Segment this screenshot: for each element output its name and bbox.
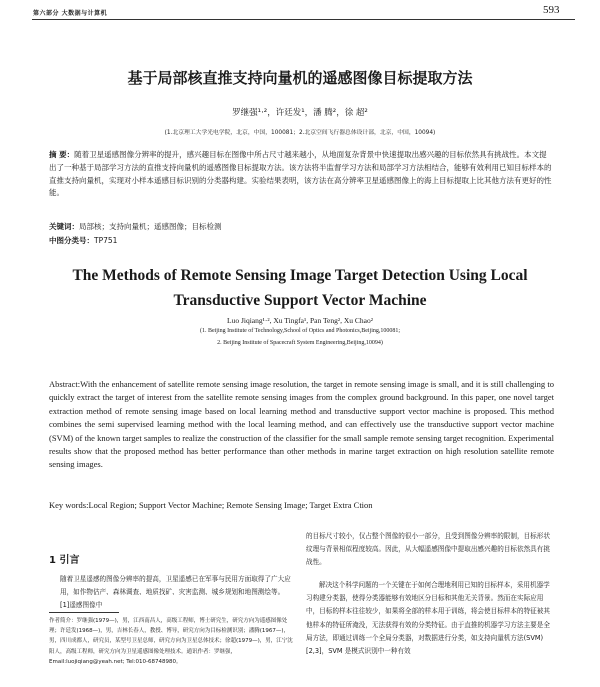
footnote-divider — [49, 612, 119, 613]
english-keywords-label: Key words: — [49, 500, 89, 510]
english-title-line1: The Methods of Remote Sensing Image Target Detection Using Local — [72, 267, 528, 284]
english-authors: Luo Jiqiang¹·², Xu Tingfa¹, Pan Teng², Xu Chao² — [227, 316, 373, 325]
chinese-abstract-label: 摘 要： — [49, 150, 75, 159]
left-column-paragraph: 随着卫星遥感的图像分辨率的提高，卫星遥感已在军事与民用方面取得了广大应用，如作物估产、森林调查、地质找矿、灾害监测、城乡规划和地图测绘等。[1]遥感图像中 — [60, 575, 291, 610]
section-title-introduction: 1 引言 — [49, 555, 80, 566]
english-abstract-label: Abstract: — [49, 379, 81, 389]
chinese-keywords-text: 局部核；支持向量机；遥感图像；目标检测 — [79, 222, 222, 231]
author-footnote: 作者简介：罗继强(1979—)，男，江西南昌人，高级工程师，博士研究生，研究方向为遥感图像处理；许廷发(1968—)，男，吉林长春人，教授、博导，研究方向为目标检测识别；潘腾(1967—)，男，四川成都人，研究员，某型号卫星总师，研究方向为卫星总体技术；徐超(1979—)，男，江宁沈阳人，高级工程师，研究方向为卫星遥感图像处理技术。通讯作者：罗继强，Email:luojiqiang@yeah.net; Tel:010-68748980。 — [49, 618, 293, 665]
classification-label: 中图分类号： — [49, 236, 94, 245]
english-affiliation-2: 2. Beijing Institute of Spacecraft System Engineering,Beijing,10094) — [217, 340, 383, 346]
right-column-paragraph-2: 解决这个科学问题的一个关键在于如何合理地利用已知的目标样本，采用机器学习构建分类器，使得分类器能够有效地区分目标和其他无关背景。然而在实际应用中，目标的样本往往较少，如果将全部的样本用于训练，将会使目标样本的特征被其他样本的特征所淹没，无法获得有效的分类特征。由于直推的机器学习方法主要是全局方法，即通过训练一个全局分类器，对数据进行分类，如支持向量机方法(SVM)[2,3]，SVM 是模式识别中一种有效 — [306, 581, 550, 656]
english-abstract — [49, 378, 554, 472]
chinese-abstract-text: 随着卫星遥感图像分辨率的提升，感兴趣目标在图像中所占尺寸越来越小，从地面复杂背景中快速提取出感兴趣的目标依然具有挑战性。本文提出了一种基于局部学习方法的直推支持向量机的遥感图像目标提取方法。该方法将半监督学习方法和局部学习方法相结合，能够有效利用已知目标样本的直推支持向量机，实现对小样本遥感目标识别的分类器构建。实验结果表明，该方法在高分辨率卫星遥感图像上的海上目标提取上比其他方法有更好的性能。 — [49, 150, 552, 198]
classification-value: TP751 — [94, 236, 118, 245]
english-keywords — [49, 500, 554, 510]
right-column-paragraph-1: 的目标尺寸较小，仅占整个图像的很小一部分，且受到图像分辨率的限制，目标形状纹理与背景相似程度较高。因此，从大幅遥感图像中提取出感兴趣的目标依然具有挑战性。 — [306, 532, 550, 567]
english-keywords-text: Local Region; Support Vector Machine; Remote Sensing Image; Target Extra Ction — [88, 500, 373, 510]
chinese-authors: 罗继强¹·²，许廷发¹，潘 腾²，徐 超² — [232, 108, 368, 118]
english-affiliation-1: (1. Beijing Institute of Technology,School of Optics and Photonics,Beijing,100081; — [199, 328, 401, 334]
chinese-title: 基于局部核直推支持向量机的遥感图像目标提取方法 — [127, 69, 473, 87]
chinese-keywords — [49, 221, 554, 232]
header-divider — [32, 19, 575, 20]
english-abstract-text: With the enhancement of satellite remote sensing image resolution, the target in remote sensing image is small, and it is still challenging to quickly extract the target of interest from the satellite remote sensing images from the complex ground background. In this paper, one novel target extraction method of remote sensing image based on local learning method and transductive support vector machine is proposed. This method combines the semi supervised learning method with the local learning method, and can effectively use the transductive support vector machine (SVM) of the known target samples to realize the construction of the classifier for the small sample remote sensing target recognition. Experimental results show that the proposed method has better performance than other methods in marine target extraction on high resolution satellite remote sensing images. — [49, 379, 554, 470]
english-title — [0, 263, 600, 313]
running-header-section: 第六部分 大数据与计算机 — [33, 10, 108, 17]
page-number: 593 — [543, 4, 560, 16]
chinese-affiliations: (1.北京理工大学光电学院，北京，中国，100081；2.北京空间飞行器总体设计部，北京，中国，10094) — [164, 130, 436, 136]
classification-number — [49, 235, 554, 246]
chinese-abstract — [49, 149, 554, 200]
english-title-line2: Transductive Support Vector Machine — [173, 292, 427, 309]
chinese-keywords-label: 关键词： — [49, 222, 79, 231]
